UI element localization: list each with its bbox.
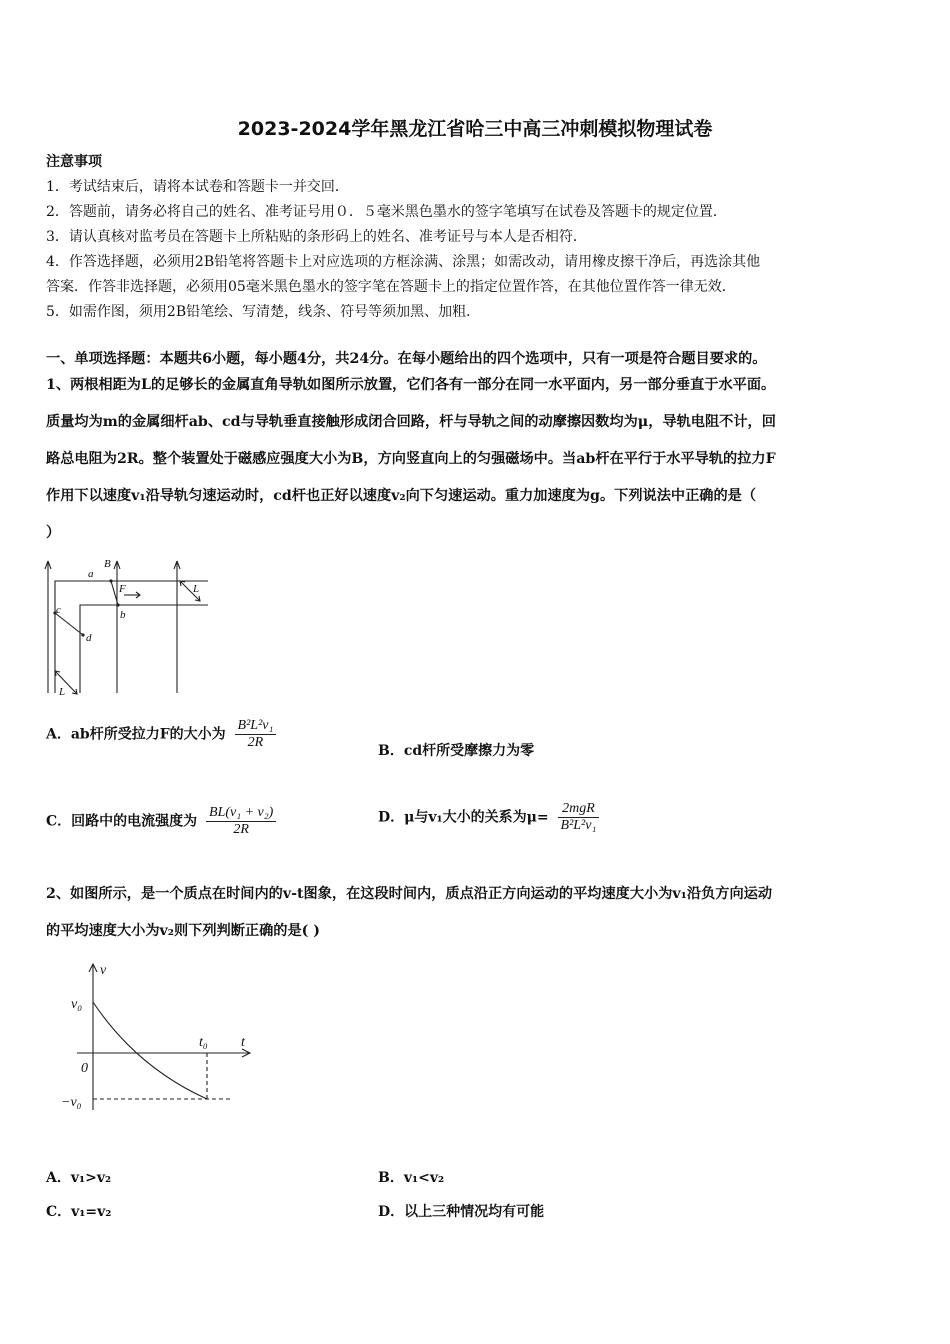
q2-option-d[interactable]: D．以上三种情况均有可能 <box>378 1204 545 1220</box>
label-L-top: L <box>193 583 200 595</box>
notice-section <box>46 150 906 325</box>
fraction-denominator: B²L²v₁ <box>560 818 597 833</box>
question-line: 作用下以速度v₁沿导轨匀速运动时，cd杆也正好以速度v₂向下匀速运动。重力加速度为g。下列说法中正确的是（ <box>46 488 757 504</box>
axis-label-t: t <box>241 1035 245 1050</box>
label-b: b <box>120 609 126 621</box>
fraction-numerator: 2mgR <box>558 801 600 818</box>
q1-option-b[interactable]: B．cd杆所受摩擦力为零 <box>378 743 535 759</box>
question-line: 质量均为m的金属细杆ab、cd与导轨垂直接触形成闭合回路，杆与导轨之间的动摩擦因数均为μ，导轨电阻不计，回 <box>46 414 776 430</box>
fraction-denominator: 2R <box>233 822 249 837</box>
label-neg-v0: −v₀ <box>61 1095 82 1110</box>
fraction-denominator: 2R <box>247 735 264 750</box>
fraction-numerator: B²L²v₁ <box>235 718 277 735</box>
option-text: A．ab杆所受拉力F的大小为 <box>46 726 226 743</box>
rails-diagram <box>40 555 220 705</box>
question-line: 2、如图所示，是一个质点在时间内的v-t图象，在这段时间内，质点沿正方向运动的平均速度大小为v₁沿负方向运动 <box>46 886 773 902</box>
notice-line: 2．答题前，请务必将自己的姓名、准考证号用０．５毫米黑色墨水的签字笔填写在试卷及答题卡的规定位置． <box>46 204 727 220</box>
notice-line: 1．考试结束后，请将本试卷和答题卡一并交回． <box>46 179 349 195</box>
notice-heading: 注意事项 <box>46 154 102 170</box>
q1-option-c[interactable] <box>46 805 276 838</box>
label-d: d <box>86 632 92 644</box>
label-B: B <box>104 558 111 570</box>
q2-option-b[interactable]: B．v₁<v₂ <box>378 1170 445 1186</box>
fraction <box>558 801 600 834</box>
label-L-bottom: L <box>59 686 66 698</box>
question-1 <box>46 367 908 552</box>
notice-line: 4．作答选择题，必须用2B铅笔将答题卡上对应选项的方框涂满、涂黑；如需改动，请用橡皮擦干净后，再选涂其他 <box>46 254 761 270</box>
q1-option-a[interactable] <box>46 718 276 751</box>
notice-line: 3．请认真核对监考员在答题卡上所粘贴的条形码上的姓名、准考证号与本人是否相符． <box>46 229 587 245</box>
option-text: D．μ与v₁大小的关系为μ= <box>378 809 549 826</box>
label-v0: v₀ <box>71 997 83 1012</box>
axis-label-v: v <box>100 963 107 978</box>
label-t0: t₀ <box>199 1035 208 1050</box>
label-origin: 0 <box>81 1061 88 1076</box>
fraction-numerator: BL(v₁ + v₂) <box>206 805 276 822</box>
question-line: 路总电阻为2R。整个装置处于磁感应强度大小为B，方向竖直向上的匀强磁场中。当ab杆在平行于水平导轨的拉力F <box>46 451 776 467</box>
fraction <box>235 718 277 751</box>
vt-graph <box>55 960 255 1120</box>
notice-line: 5．如需作图，须用2B铅笔绘、写清楚，线条、符号等须加黑、加粗． <box>46 304 481 320</box>
label-F: F <box>119 583 126 595</box>
question-line: 的平均速度大小为v₂则下列判断正确的是( ) <box>46 923 321 939</box>
label-c: c <box>56 604 61 616</box>
notice-line: 答案．作答非选择题，必须用05毫米黑色墨水的签字笔在答题卡上的指定位置作答，在其他位置作答一律无效． <box>46 279 736 295</box>
question-2 <box>46 876 908 950</box>
label-a: a <box>88 568 94 580</box>
question-line: 1、两根相距为L的足够长的金属直角导轨如图所示放置，它们各有一部分在同一水平面内，另一部分垂直于水平面。 <box>46 377 776 393</box>
section-heading: 一、单项选择题：本题共6小题，每小题4分，共24分。在每小题给出的四个选项中，只有一项是符合题目要求的。 <box>46 351 767 367</box>
q1-option-d[interactable] <box>378 801 599 834</box>
fraction <box>206 805 276 838</box>
question-line: ） <box>46 525 61 541</box>
q2-option-a[interactable]: A．v₁>v₂ <box>46 1170 112 1186</box>
option-text: C．回路中的电流强度为 <box>46 813 198 830</box>
page-title: 2023-2024学年黑龙江省哈三中高三冲刺模拟物理试卷 <box>237 118 713 140</box>
q2-option-c[interactable]: C．v₁=v₂ <box>46 1204 112 1220</box>
